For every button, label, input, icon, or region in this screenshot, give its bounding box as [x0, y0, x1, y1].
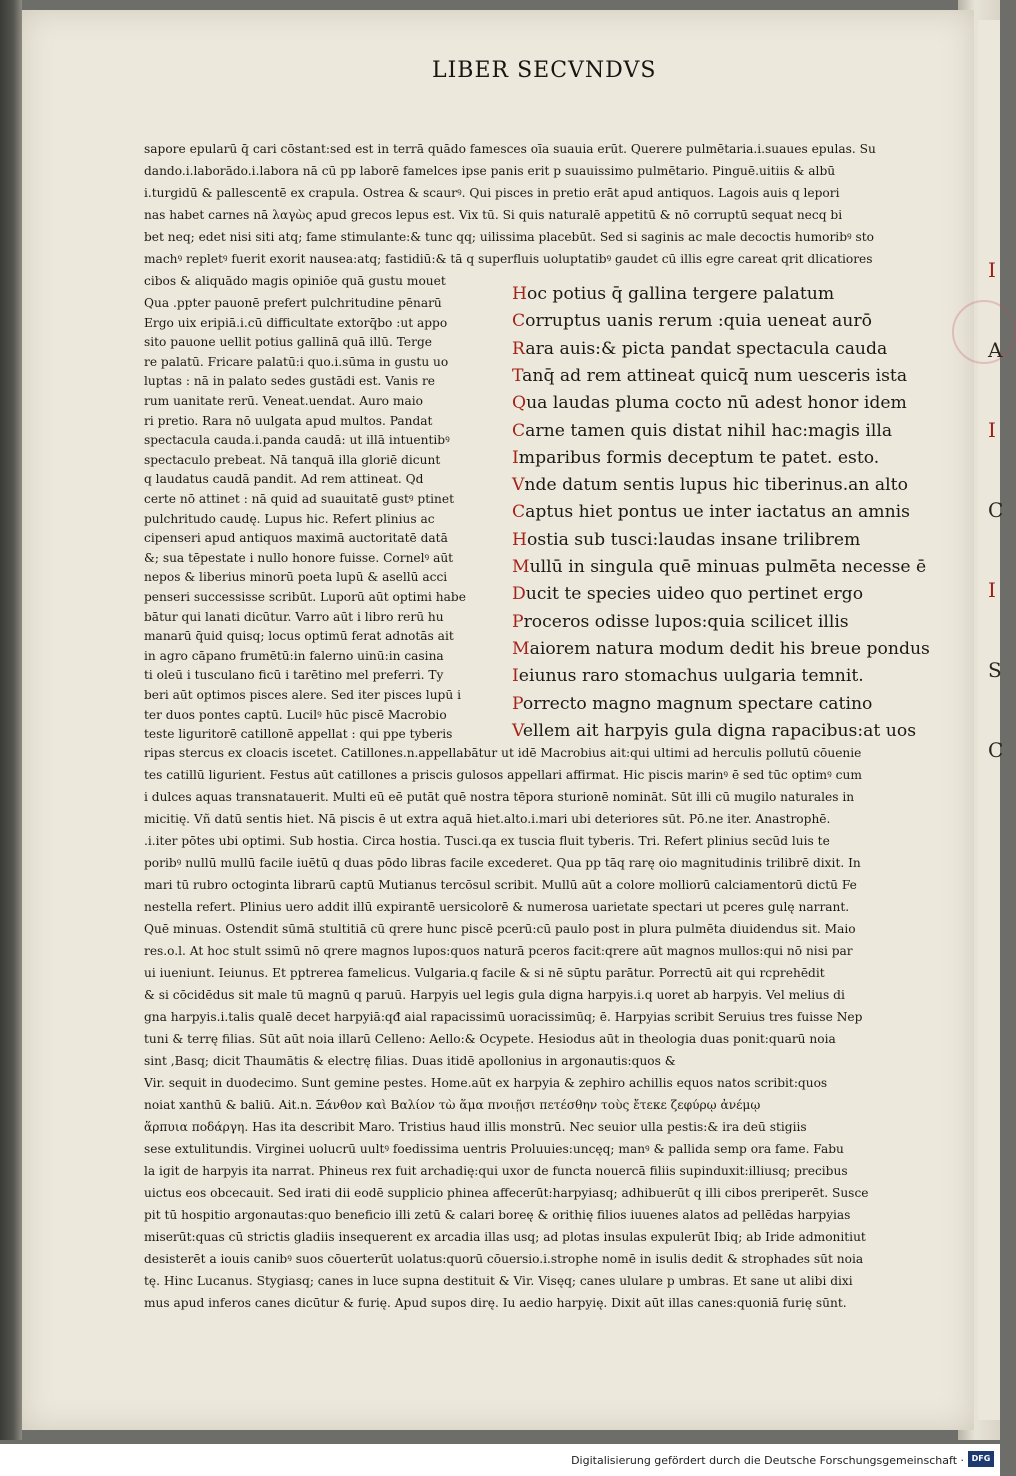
text-line: nas habet carnes nā λαγὼς apud grecos lepus est. Vix tū. Si quis naturalē appetitū & nō corruptū sequat necq bi [144, 208, 843, 222]
text-line: ripas stercus ex cloacis iscetet. Catillones.n.appellabātur ut idē Macrobius ait:qui ultimi ad herculis pollutū cōuenie [144, 746, 862, 760]
text-line: ter duos pontes captū. Lucilꝰ hūc piscē Macrobio [144, 707, 447, 722]
library-stamp [952, 300, 1016, 364]
text-line: cibos & aliquādo magis opiniōe quā gustu mouet [144, 274, 446, 288]
text-line: sese extulitundis. Virginei uolucrū uultꝰ foedissima uentris Proluuies:uncęq; manꝰ & pallida semp ora fame. Fabu [144, 1142, 844, 1156]
text-line: Carne tamen quis distat nihil hac:magis illa [512, 420, 893, 441]
text-line: manarū q̄uid quisq; locus optimū ferat adnotās ait [144, 629, 454, 644]
text-line: poribꝰ nullū mullū facile iuētū q duas pōdo libras facile excederet. Qua pp tāq rarę oio magnitudinis trilibrē dixit. In [144, 856, 861, 870]
text-line: mari tū rubro octoginta librarū captū Mutianus tercōsul scribit. Mullū aūt a colore molliorū calciamentorū dictū Fe [144, 878, 857, 892]
text-line: nepos & liberius minorū poeta lupū & asellū acci [144, 570, 448, 585]
facing-page-mark: S [988, 658, 1002, 682]
text-line: Ieiunus raro stomachus uulgaria temnit. [512, 666, 864, 687]
text-line: res.o.l. At hoc stult ssimū nō qrere magnos lupos:quos naturā pceros facit:qrere aūt magnos mullos:qui nō nisi par [144, 944, 853, 958]
text-line: & si cōcidēdus sit male tū magnū q paruū. Harpyis uel legis gula digna harpyis.i.q uoret ab harpyis. Vel melius di [144, 988, 845, 1002]
text-line: tuni & terrę filias. Sūt aūt noia illarū Celleno: Aello:& Ocypete. Hesiodus aūt in theologia duas ponit:quarū noia [144, 1032, 836, 1046]
text-line: noiat xanthū & baliū. Ait.n. Ξάνθον καὶ Βαλίον τὼ ἅμα πνοιῇσι πετέσθην τοὺς ἔτεκε ζεφύρῳ ἀνέμῳ [144, 1098, 761, 1112]
text-line: q laudatus caudā pandit. Ad rem attineat. Qd [144, 472, 424, 487]
book-binding-edge [0, 0, 22, 1440]
text-line: beri aūt optimos pisces alere. Sed iter pisces lupū i [144, 688, 461, 702]
text-line: la igit de harpyis ita narrat. Phineus rex fuit archadię:qui uxor de functa nouercā filiis supinduxit:illiusq; precibus [144, 1164, 848, 1178]
text-line: luptas : nā in palato sedes gustādi est. Vanis re [144, 374, 435, 389]
text-line: sapore epularū q̄ cari cōstant:sed est in terrā quādo famesces oīa suauia erūt. Querere pulmētaria.i.suaues epulas. Su [144, 142, 876, 156]
text-line: Proceros odisse lupos:quia scilicet illis [512, 611, 849, 632]
text-line: Porrecto magno magnum spectare catino [512, 693, 873, 714]
text-line: &; sua tēpestate i nullo honore fuisse. Cornelꝰ aūt [144, 550, 454, 565]
text-line: rum uanitate rerū. Veneat.uendat. Auro maio [144, 394, 423, 408]
text-line: desisterēt a iouis canibꝰ suos cōuerterūt uolatus:quorū cōuersio.i.strophe nomē in isulis dedit & strophades sūt noia [144, 1252, 864, 1266]
text-line: Hostia sub tusci:laudas insane trilibrem [512, 529, 861, 550]
text-line: in agro cāpano frumētū:in falerno uinū:in casina [144, 648, 444, 663]
facing-page-mark: C [988, 738, 1004, 762]
text-line: sito pauone uellit potius gallinā quā illū. Terge [144, 335, 432, 350]
text-line: bet neq; edet nisi siti atq; fame stimulante:& tunc qq; uilissima placebūt. Sed si saginis ac male decoctis humoribꝰ sto [144, 230, 875, 244]
facing-page-mark: I [988, 578, 996, 602]
text-line: Ergo uix eripiā.i.cū difficultate extorq̄bo :ut appo [144, 315, 448, 330]
footer-bar [0, 1444, 1000, 1476]
text-line: ui iueniunt. Ieiunus. Et pptrerea famelicus. Vulgaria.q facile & si nē sūptu parātur. Porrectū ait qui rcprehēdit [144, 966, 825, 980]
dfg-logo: DFG [968, 1451, 994, 1467]
text-line: mus apud inferos canes dicūtur & furię. Apud supos dirę. Iu aedio harpyię. Dixit aūt illas canes:quoniā furię sūnt. [144, 1296, 847, 1310]
facing-page-mark: C [988, 498, 1004, 522]
text-line: Captus hiet pontus ue inter iactatus an amnis [512, 502, 910, 523]
text-line: Ducit te species uideo quo pertinet ergo [512, 584, 864, 605]
text-line: pit tū hospitio argonautas:quo beneficio illi zetū & calari boreę & orithię filios iuuenes alatos ad pellēdas harpyias [144, 1208, 851, 1222]
text-line: cipenseri apud antiquos maximā auctoritatē datā [144, 531, 448, 546]
running-head: LIBER SECVNDVS [432, 58, 657, 83]
text-line: Vir. sequit in duodecimo. Sunt gemine pestes. Home.aūt ex harpyia & zephiro achillis equos natos scribit:quos [144, 1076, 828, 1090]
text-line: Corruptus uanis rerum :quia ueneat aurō [512, 311, 872, 332]
text-line: Vnde datum sentis lupus hic tiberinus.an alto [512, 475, 908, 496]
text-line: tę. Hinc Lucanus. Stygiasq; canes in luce supna destituit & Vir. Visęq; canes ululare p umbras. Et sane ut alibi dixi [144, 1274, 853, 1288]
text-line: uictus eos obcecauit. Sed irati dii eodē supplicio phinea affecerūt:harpyiasq; adhibuerūt q illi cibos preriperēt. Susce [144, 1186, 869, 1200]
text-line: micitię. Vñ datū sentis hiet. Nā piscis ē ut extra aquā hiet.alto.i.mari ubi deteriores sūt. Pō.ne iter. Anastrophē. [144, 812, 831, 826]
text-line: bātur qui lanati dicūtur. Varro aūt i libro rerū hu [144, 609, 444, 624]
text-line: pulchritudo caudę. Lupus hic. Refert plinius ac [144, 511, 435, 526]
text-line: i.turgidū & pallescentē ex crapula. Ostrea & scaurꝰ. Qui pisces in pretio erāt apud antiquos. Lagois auis q lepori [144, 186, 840, 200]
facing-page-mark: A [988, 338, 1003, 362]
text-line: dando.i.laborādo.i.labora nā cū pp laborē famelces ipse panis erit p suauissimo pulmētario. Pinguē.uitiis & albū [144, 164, 836, 178]
text-line: spectacula cauda.i.panda caudā: ut illā intuentibꝰ [144, 433, 450, 448]
text-line: Mullū in singula quē minuas pulmēta necesse ē [512, 557, 927, 577]
text-line: Tanq̄ ad rem attineat quicq̄ num uesceris ista [512, 365, 908, 386]
text-line: spectaculo prebeat. Nā tanquā illa gloriē dicunt [144, 452, 441, 467]
text-line: gna harpyis.i.talis qualē decet harpyiā:qđ aial rapacissimū uoracissimūq; ē. Harpyias scribit Seruius tres fuisse Nep [144, 1010, 863, 1024]
text-line: ti oleū i tusculano ficū i tarētino mel preferri. Ty [144, 668, 444, 683]
text-line: Qua laudas pluma cocto nū adest honor idem [512, 393, 907, 414]
text-line: re palatū. Fricare palatū:i quo.i.sūma in gustu uo [144, 354, 449, 369]
text-line: Vellem ait harpyis gula digna rapacibus:at uos [512, 720, 917, 741]
text-line: certe nō attinet : nā quid ad suauitatē gustꝰ ptinet [144, 492, 454, 506]
text-line: teste liguritorē catillonē appellat : qui ppe tyberis [144, 727, 453, 742]
text-line: miserūt:quas cū strictis gladiis insequerent ex arcadia illas usq; ad plotas insulas expulerūt Ibiq; ab Iride admonitiut [144, 1230, 866, 1244]
text-line: Maiorem natura modum dedit his breue pondus [512, 638, 930, 659]
text-line: ri pretio. Rara nō uulgata apud multos. Pandat [144, 413, 433, 428]
text-line: Hoc potius q̄ gallina tergere palatum [512, 284, 835, 304]
text-line: Imparibus formis deceptum te patet. esto. [512, 447, 880, 468]
text-line: ἅρπυια ποδάργη. Has ita describit Maro. Tristius haud illis monstrū. Nec seuior ulla pestis:& ira deū stigiis [144, 1120, 807, 1134]
text-line: i dulces aquas transnatauerit. Multi eū eē putāt quē nostra tēpora sturionē nomināt. Sūt illi cū mugilo naturales in [144, 790, 855, 804]
text-line: machꝰ repletꝰ fuerit exorit nausea:atq; fastidiū:& tā q superfluis uoluptatibꝰ gaudet cū illis egre careat qrit dlicatiores [144, 252, 873, 266]
text-line: Quē minuas. Ostendit sūmā stultitiā cū qrere hunc piscē pcerū:cū paulo post in plura pulmēta diuidendus sit. Maio [144, 922, 856, 936]
text-line: penseri successisse scribūt. Luporū aūt optimi habe [144, 590, 466, 604]
facing-page-mark: I [988, 258, 996, 282]
text-line: .i.iter pōtes ubi optimi. Sub hostia. Circa hostia. Tusci.qa ex tuscia fluit tyberis. Tri. Refert plinius secūd luis te [144, 834, 830, 848]
text-line: Rara auis:& picta pandat spectacula cauda [512, 338, 888, 359]
facing-page-marks [988, 230, 1004, 790]
text-line: nestella refert. Plinius uero addit illū expirantē uersicolorē & numerosa uarietate spectari ut pceres gulę narrant. [144, 900, 850, 914]
text-line: tes catillū ligurient. Festus aūt catillones a priscis gulosos appellari affirmat. Hic piscis marinꝰ ē sed tūc optimꝰ cum [144, 768, 862, 782]
text-line: Qua .ppter pauonē prefert pulchritudine pēnarū [144, 296, 442, 310]
funding-credit: Digitalisierung gefördert durch die Deutsche Forschungsgemeinschaft · [571, 1454, 964, 1467]
facing-page-mark: I [988, 418, 996, 442]
text-line: sint ,Basq; dicit Thaumātis & electrę filias. Duas itidē apollonius in argonautis:quos & [144, 1054, 676, 1068]
